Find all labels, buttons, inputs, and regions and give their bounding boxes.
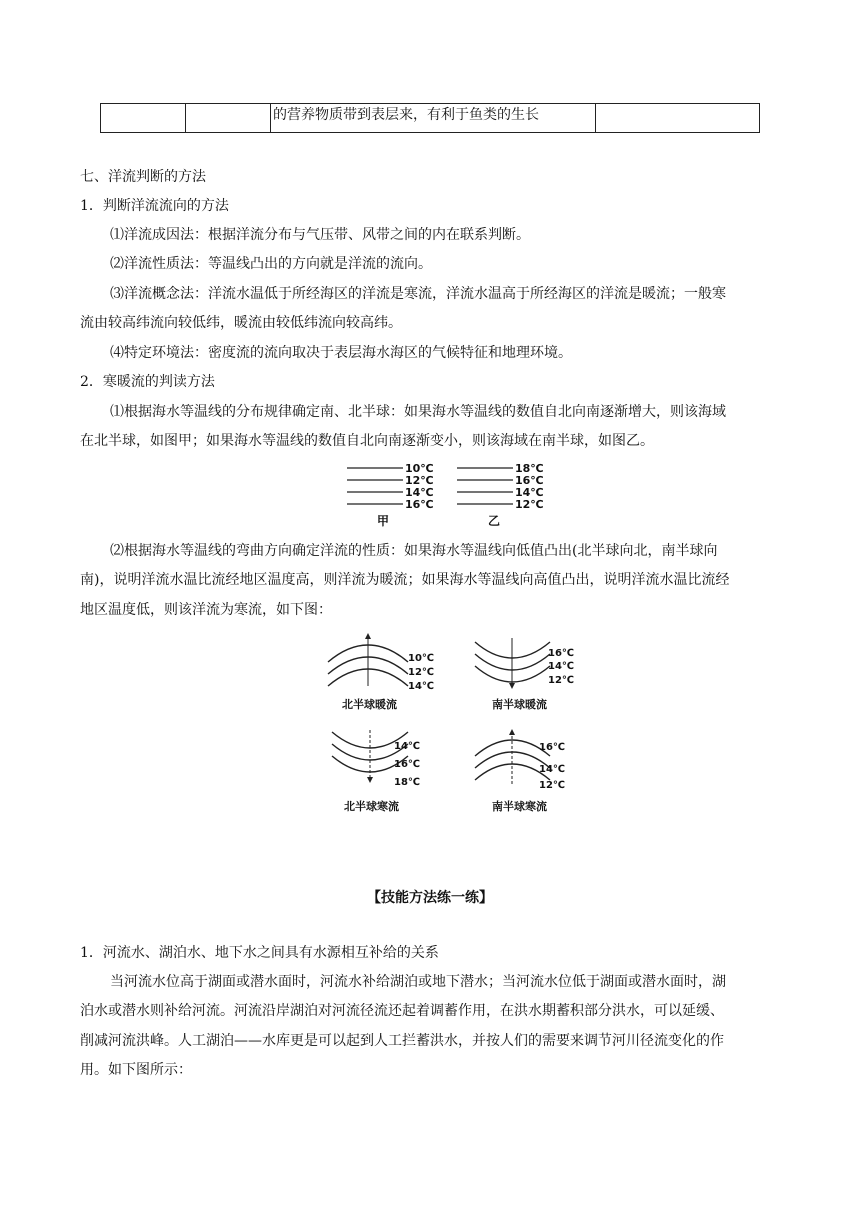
isotherm-label: 14℃ <box>539 764 566 775</box>
isotherm-label: 16℃ <box>515 474 544 487</box>
isotherm-label: 12℃ <box>405 474 434 487</box>
isotherm-label: 18℃ <box>394 777 421 788</box>
table-cell <box>596 104 759 132</box>
isotherm-label: 14℃ <box>408 681 435 692</box>
figure-caption: 甲 <box>377 514 390 528</box>
paragraph-2-line1: ⑵根据海水等温线的弯曲方向确定洋流的性质：如果海水等温线向低值凸出(北半球向北，南半球向 <box>110 543 718 559</box>
method-4: ⑷特定环境法：密度流的流向取决于表层海水海区的气候特征和地理环境。 <box>110 345 572 361</box>
section-heading: 七、洋流判断的方法 <box>80 169 206 185</box>
isotherm-label: 10℃ <box>405 462 434 475</box>
isotherm-label: 18℃ <box>515 462 544 475</box>
table-cell: 的营养物质带到表层来，有利于鱼类的生长 <box>271 104 596 132</box>
isotherm-label: 16℃ <box>394 759 421 770</box>
method-3-line2: 流由较高纬流向较低纬，暖流由较低纬流向较高纬。 <box>80 315 402 331</box>
paragraph-2-line2: 南)，说明洋流水温比流经地区温度高，则洋流为暖流；如果海水等温线向高值凸出，说明洋流水温比流经 <box>80 572 730 588</box>
method-1: ⑴洋流成因法：根据洋流分布与气压带、风带之间的内在联系判断。 <box>110 227 530 243</box>
practice-title: 【技能方法练一练】 <box>367 890 493 906</box>
diagram-caption: 北半球寒流 <box>344 800 399 813</box>
table-cell <box>186 104 271 132</box>
figure-caption: 乙 <box>488 514 501 528</box>
method-3-line1: ⑶洋流概念法：洋流水温低于所经海区的洋流是寒流，洋流水温高于所经海区的洋流是暖流；一般寒 <box>110 286 726 302</box>
table-row <box>100 103 760 133</box>
table-cell <box>101 104 186 132</box>
practice-body-line4: 用。如下图所示： <box>80 1062 192 1078</box>
practice-body-line3: 削减河流洪峰。人工湖泊——水库更是可以起到人工拦蓄洪水，并按人们的需要来调节河川径流变化的作 <box>80 1033 724 1049</box>
method-2: ⑵洋流性质法：等温线凸出的方向就是洋流的流向。 <box>110 256 432 272</box>
practice-item-heading: 1．河流水、湖泊水、地下水之间具有水源相互补给的关系 <box>80 945 439 961</box>
isotherm-label: 16℃ <box>539 742 566 753</box>
nh-cold-diagram <box>332 730 420 813</box>
practice-body-line1: 当河流水位高于湖面或潜水面时，河流水补给湖泊或地下潜水；当河流水位低于湖面或潜水面时，湖 <box>110 974 726 990</box>
subsection-heading: 2．寒暖流的判读方法 <box>80 374 215 390</box>
diagram-caption: 南半球暖流 <box>492 698 547 711</box>
diagram-caption: 北半球暖流 <box>342 698 397 711</box>
sh-warm-diagram <box>475 638 574 711</box>
paragraph-1-line2: 在北半球，如图甲；如果海水等温线的数值自北向南逐渐变小，则该海域在南半球，如图乙。 <box>80 433 654 449</box>
practice-body-line2: 泊水或潜水则补给河流。河流沿岸湖泊对河流径流还起着调蓄作用，在洪水期蓄积部分洪水，可以延缓、 <box>80 1003 724 1019</box>
isotherm-label: 12℃ <box>539 780 566 791</box>
isotherm-figure <box>340 460 560 530</box>
paragraph-2-line3: 地区温度低，则该洋流为寒流，如下图： <box>80 602 332 618</box>
isotherm-label: 14℃ <box>394 741 421 752</box>
isotherm-label: 14℃ <box>515 486 544 499</box>
isotherm-label: 12℃ <box>548 675 575 686</box>
isotherm-label: 16℃ <box>405 498 434 511</box>
subsection-heading: 1．判断洋流流向的方法 <box>80 198 229 214</box>
isotherm-label: 14℃ <box>405 486 434 499</box>
isotherm-label: 14℃ <box>548 661 575 672</box>
isotherm-label: 16℃ <box>548 648 575 659</box>
diagram-caption: 南半球寒流 <box>492 800 547 813</box>
nh-warm-diagram <box>328 636 434 711</box>
isotherm-label: 12℃ <box>408 667 435 678</box>
sh-cold-diagram <box>475 732 565 813</box>
isotherm-label: 10℃ <box>408 653 435 664</box>
isotherm-label: 12℃ <box>515 498 544 511</box>
current-diagrams-figure <box>320 628 590 818</box>
paragraph-1-line1: ⑴根据海水等温线的分布规律确定南、北半球：如果海水等温线的数值自北向南逐渐增大，则该海域 <box>110 404 726 420</box>
